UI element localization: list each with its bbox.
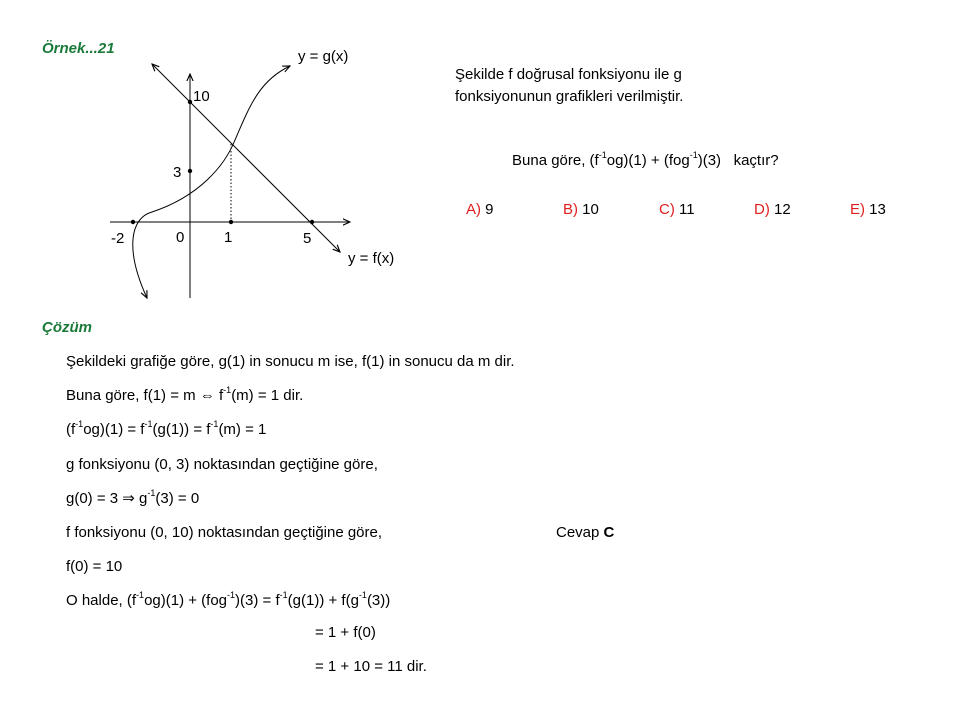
- answer-letter: C: [603, 524, 615, 541]
- solution-line-1: Şekildeki grafiğe göre, g(1) in sonucu m ise, f(1) in sonucu da m dir.: [66, 353, 515, 370]
- tick-label-neg2: -2: [111, 230, 125, 247]
- tick-label-10: 10: [193, 88, 210, 105]
- solution-line-2: [66, 387, 303, 405]
- s5-part-c: (3) = 0: [155, 490, 200, 507]
- solution-line-8: [66, 592, 390, 610]
- s3-sup-3: -1: [210, 419, 219, 429]
- question-mid-1: og)(1) + (fog: [606, 152, 690, 169]
- option-e-value: 13: [869, 201, 886, 218]
- s5-part-b: g: [139, 490, 148, 507]
- tick-label-3: 3: [173, 164, 182, 181]
- question-mid-2: )(3): [697, 152, 722, 169]
- answer: [556, 524, 614, 542]
- point-neg2: [131, 220, 135, 224]
- s8-part-c: )(3) = f: [235, 592, 280, 609]
- option-b-value: 10: [582, 201, 599, 218]
- s3-part-b: og)(1) = f: [83, 421, 145, 438]
- option-d-value: 12: [774, 201, 791, 218]
- s8-part-e: (3)): [366, 592, 391, 609]
- s8-part-b: og)(1) + (fog: [144, 592, 228, 609]
- s2-sup: -1: [223, 385, 232, 395]
- point-3: [188, 169, 192, 173]
- s8-sup-1: -1: [136, 590, 145, 600]
- s3-part-c: (g(1)) = f: [152, 421, 211, 438]
- g-label: y = g(x): [298, 48, 349, 65]
- option-a-value: 9: [485, 201, 494, 218]
- solution-line-4: g fonksiyonu (0, 3) noktasından geçtiğine göre,: [66, 456, 378, 473]
- solution-line-5: [66, 490, 199, 508]
- s2-part-b: f: [219, 387, 224, 404]
- s3-sup-1: -1: [75, 419, 84, 429]
- point-1: [229, 220, 233, 224]
- s3-sup-2: -1: [144, 419, 153, 429]
- s8-sup-2: -1: [227, 590, 236, 600]
- answer-prefix: Cevap: [556, 524, 600, 541]
- point-10: [188, 100, 192, 104]
- s8-part-d: (g(1)) + f(g: [287, 592, 359, 609]
- implies-symbol: ⇒: [122, 490, 135, 507]
- question: [512, 152, 779, 170]
- option-a-letter: A): [466, 201, 481, 218]
- solution-line-6: f fonksiyonu (0, 10) noktasından geçtiğine göre,: [66, 524, 383, 541]
- point-5: [310, 220, 314, 224]
- option-b-letter: B): [563, 201, 578, 218]
- s5-sup: -1: [147, 488, 156, 498]
- example-title: Örnek...21: [42, 40, 115, 57]
- option-d-letter: D): [754, 201, 770, 218]
- option-b[interactable]: [563, 201, 599, 219]
- option-a[interactable]: [466, 201, 494, 219]
- option-c-value: 11: [679, 201, 695, 218]
- option-c-letter: C): [659, 201, 675, 218]
- s2-part-c: (m) = 1 dir.: [231, 387, 304, 404]
- solution-title: Çözüm: [42, 319, 92, 336]
- g-curve: [133, 66, 290, 298]
- solution-line-7: f(0) = 10: [66, 558, 123, 575]
- option-d[interactable]: [754, 201, 791, 219]
- s8-sup-4: -1: [358, 590, 367, 600]
- problem-line-2: fonksiyonunun grafikleri verilmiştir.: [455, 88, 684, 105]
- question-pre: Buna göre, (f: [512, 152, 599, 169]
- option-c[interactable]: [659, 201, 695, 219]
- option-e-letter: E): [850, 201, 865, 218]
- s2-part-a: Buna göre, f(1) = m: [66, 387, 196, 404]
- tick-label-0: 0: [176, 229, 185, 246]
- question-sup-1: -1: [598, 150, 607, 160]
- tick-label-1: 1: [224, 229, 233, 246]
- question-post: kaçtır?: [733, 152, 779, 169]
- equivalence-symbol: ⇔: [199, 387, 215, 404]
- s3-part-a: (f: [66, 421, 76, 438]
- solution-line-9: = 1 + f(0): [315, 624, 376, 641]
- s3-part-d: (m) = 1: [218, 421, 267, 438]
- question-sup-2: -1: [689, 150, 698, 160]
- option-e[interactable]: [850, 201, 886, 219]
- problem-line-1: Şekilde f doğrusal fonksiyonu ile g: [455, 66, 682, 83]
- s5-part-a: g(0) = 3: [66, 490, 119, 507]
- s8-part-a: O halde, (f: [66, 592, 137, 609]
- solution-line-10: = 1 + 10 = 11 dir.: [315, 658, 427, 675]
- solution-line-3: [66, 421, 266, 439]
- tick-label-5: 5: [303, 230, 312, 247]
- s8-sup-3: -1: [279, 590, 288, 600]
- f-label: y = f(x): [348, 250, 395, 267]
